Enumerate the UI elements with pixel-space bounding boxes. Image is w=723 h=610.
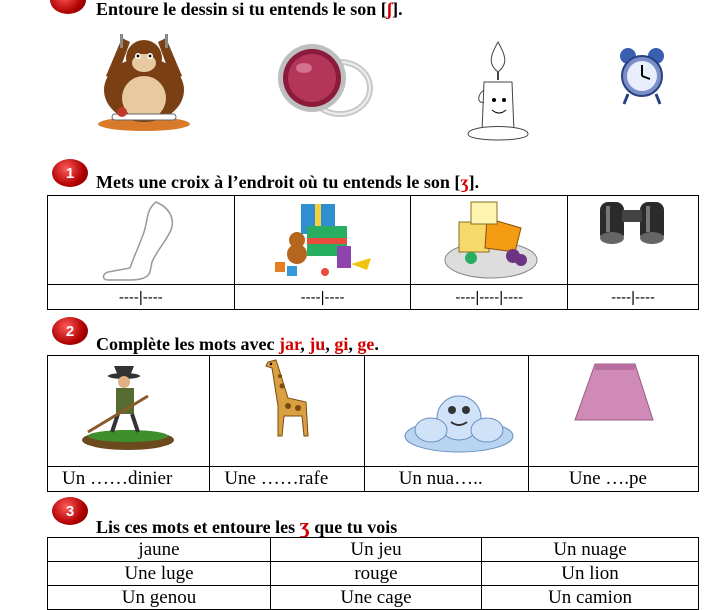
monkey-eating-picture: [92, 28, 196, 134]
word-cell[interactable]: Une luge: [48, 562, 271, 586]
section0-badge: [50, 0, 86, 14]
binoculars-picture: [594, 196, 670, 248]
syllable-jar: jar: [278, 334, 301, 354]
section1-answer-3[interactable]: ----|----|----: [411, 285, 568, 310]
cloud-picture: [401, 386, 517, 456]
section3-table: [47, 537, 699, 610]
toys-picture: [271, 198, 375, 280]
table-row: [48, 586, 699, 610]
word-cell[interactable]: Un camion: [482, 586, 699, 610]
word-cell[interactable]: Un jeu: [271, 538, 482, 562]
cheese-plate-picture: [441, 198, 541, 282]
section1-table: [47, 195, 699, 310]
section2-cell-cloud: [364, 356, 528, 467]
word-cell[interactable]: Un lion: [482, 562, 699, 586]
section1-answer-4[interactable]: ----|----: [568, 285, 699, 310]
word-cell[interactable]: Un nuage: [482, 538, 699, 562]
word-cell[interactable]: Une cage: [271, 586, 482, 610]
section2-cell-gardener: [48, 356, 210, 467]
giraffe-picture: [258, 356, 318, 440]
section2-title: Complète les mots avec jar, ju, gi, ge.: [96, 334, 379, 354]
word-cell[interactable]: rouge: [271, 562, 482, 586]
section2-badge: 2: [52, 317, 88, 345]
word-cell[interactable]: jaune: [48, 538, 271, 562]
section1-cell-leg: [48, 196, 235, 285]
leg-picture: [100, 200, 190, 282]
section1-badge: 1: [52, 159, 88, 187]
section0-title: Entoure le dessin si tu entends le son [ʃ].: [96, 0, 403, 19]
syllable-ju: ju: [309, 334, 326, 354]
section1-title: Mets une croix à l’endroit où tu entends le son [ʒ].: [96, 172, 480, 192]
word-cell[interactable]: Un genou: [48, 586, 271, 610]
section2-word-2[interactable]: Une ……rafe: [210, 467, 364, 492]
section0-sound: ʃ: [386, 0, 393, 19]
table-row: [48, 538, 699, 562]
section1-answer-1[interactable]: ----|----: [48, 285, 235, 310]
section1-sound: ʒ: [460, 172, 469, 192]
section3-badge: 3: [52, 497, 88, 525]
section1-cell-cheese: [411, 196, 568, 285]
section2-word-3[interactable]: Un nua…..: [364, 467, 528, 492]
section1-cell-toys: [234, 196, 411, 285]
section1-answer-2[interactable]: ----|----: [234, 285, 411, 310]
section2-word-4[interactable]: Une ….pe: [528, 467, 698, 492]
gardener-picture: [78, 362, 178, 452]
syllable-ge: ge: [357, 334, 375, 354]
alarm-clock-picture: [618, 46, 666, 110]
skirt-picture: [569, 360, 659, 426]
table-row: [48, 562, 699, 586]
section2-cell-skirt: [528, 356, 698, 467]
syllable-gi: gi: [334, 334, 349, 354]
section1-cell-binoculars: [568, 196, 699, 285]
section2-table: [47, 355, 699, 492]
section2-word-1[interactable]: Un ……dinier: [48, 467, 210, 492]
section2-cell-giraffe: [210, 356, 364, 467]
candle-picture: [454, 38, 542, 144]
section3-sound: ʒ: [299, 513, 310, 538]
ring-picture: [272, 38, 376, 124]
section3-title: Lis ces mots et entoure les ʒ que tu vois: [96, 513, 398, 538]
